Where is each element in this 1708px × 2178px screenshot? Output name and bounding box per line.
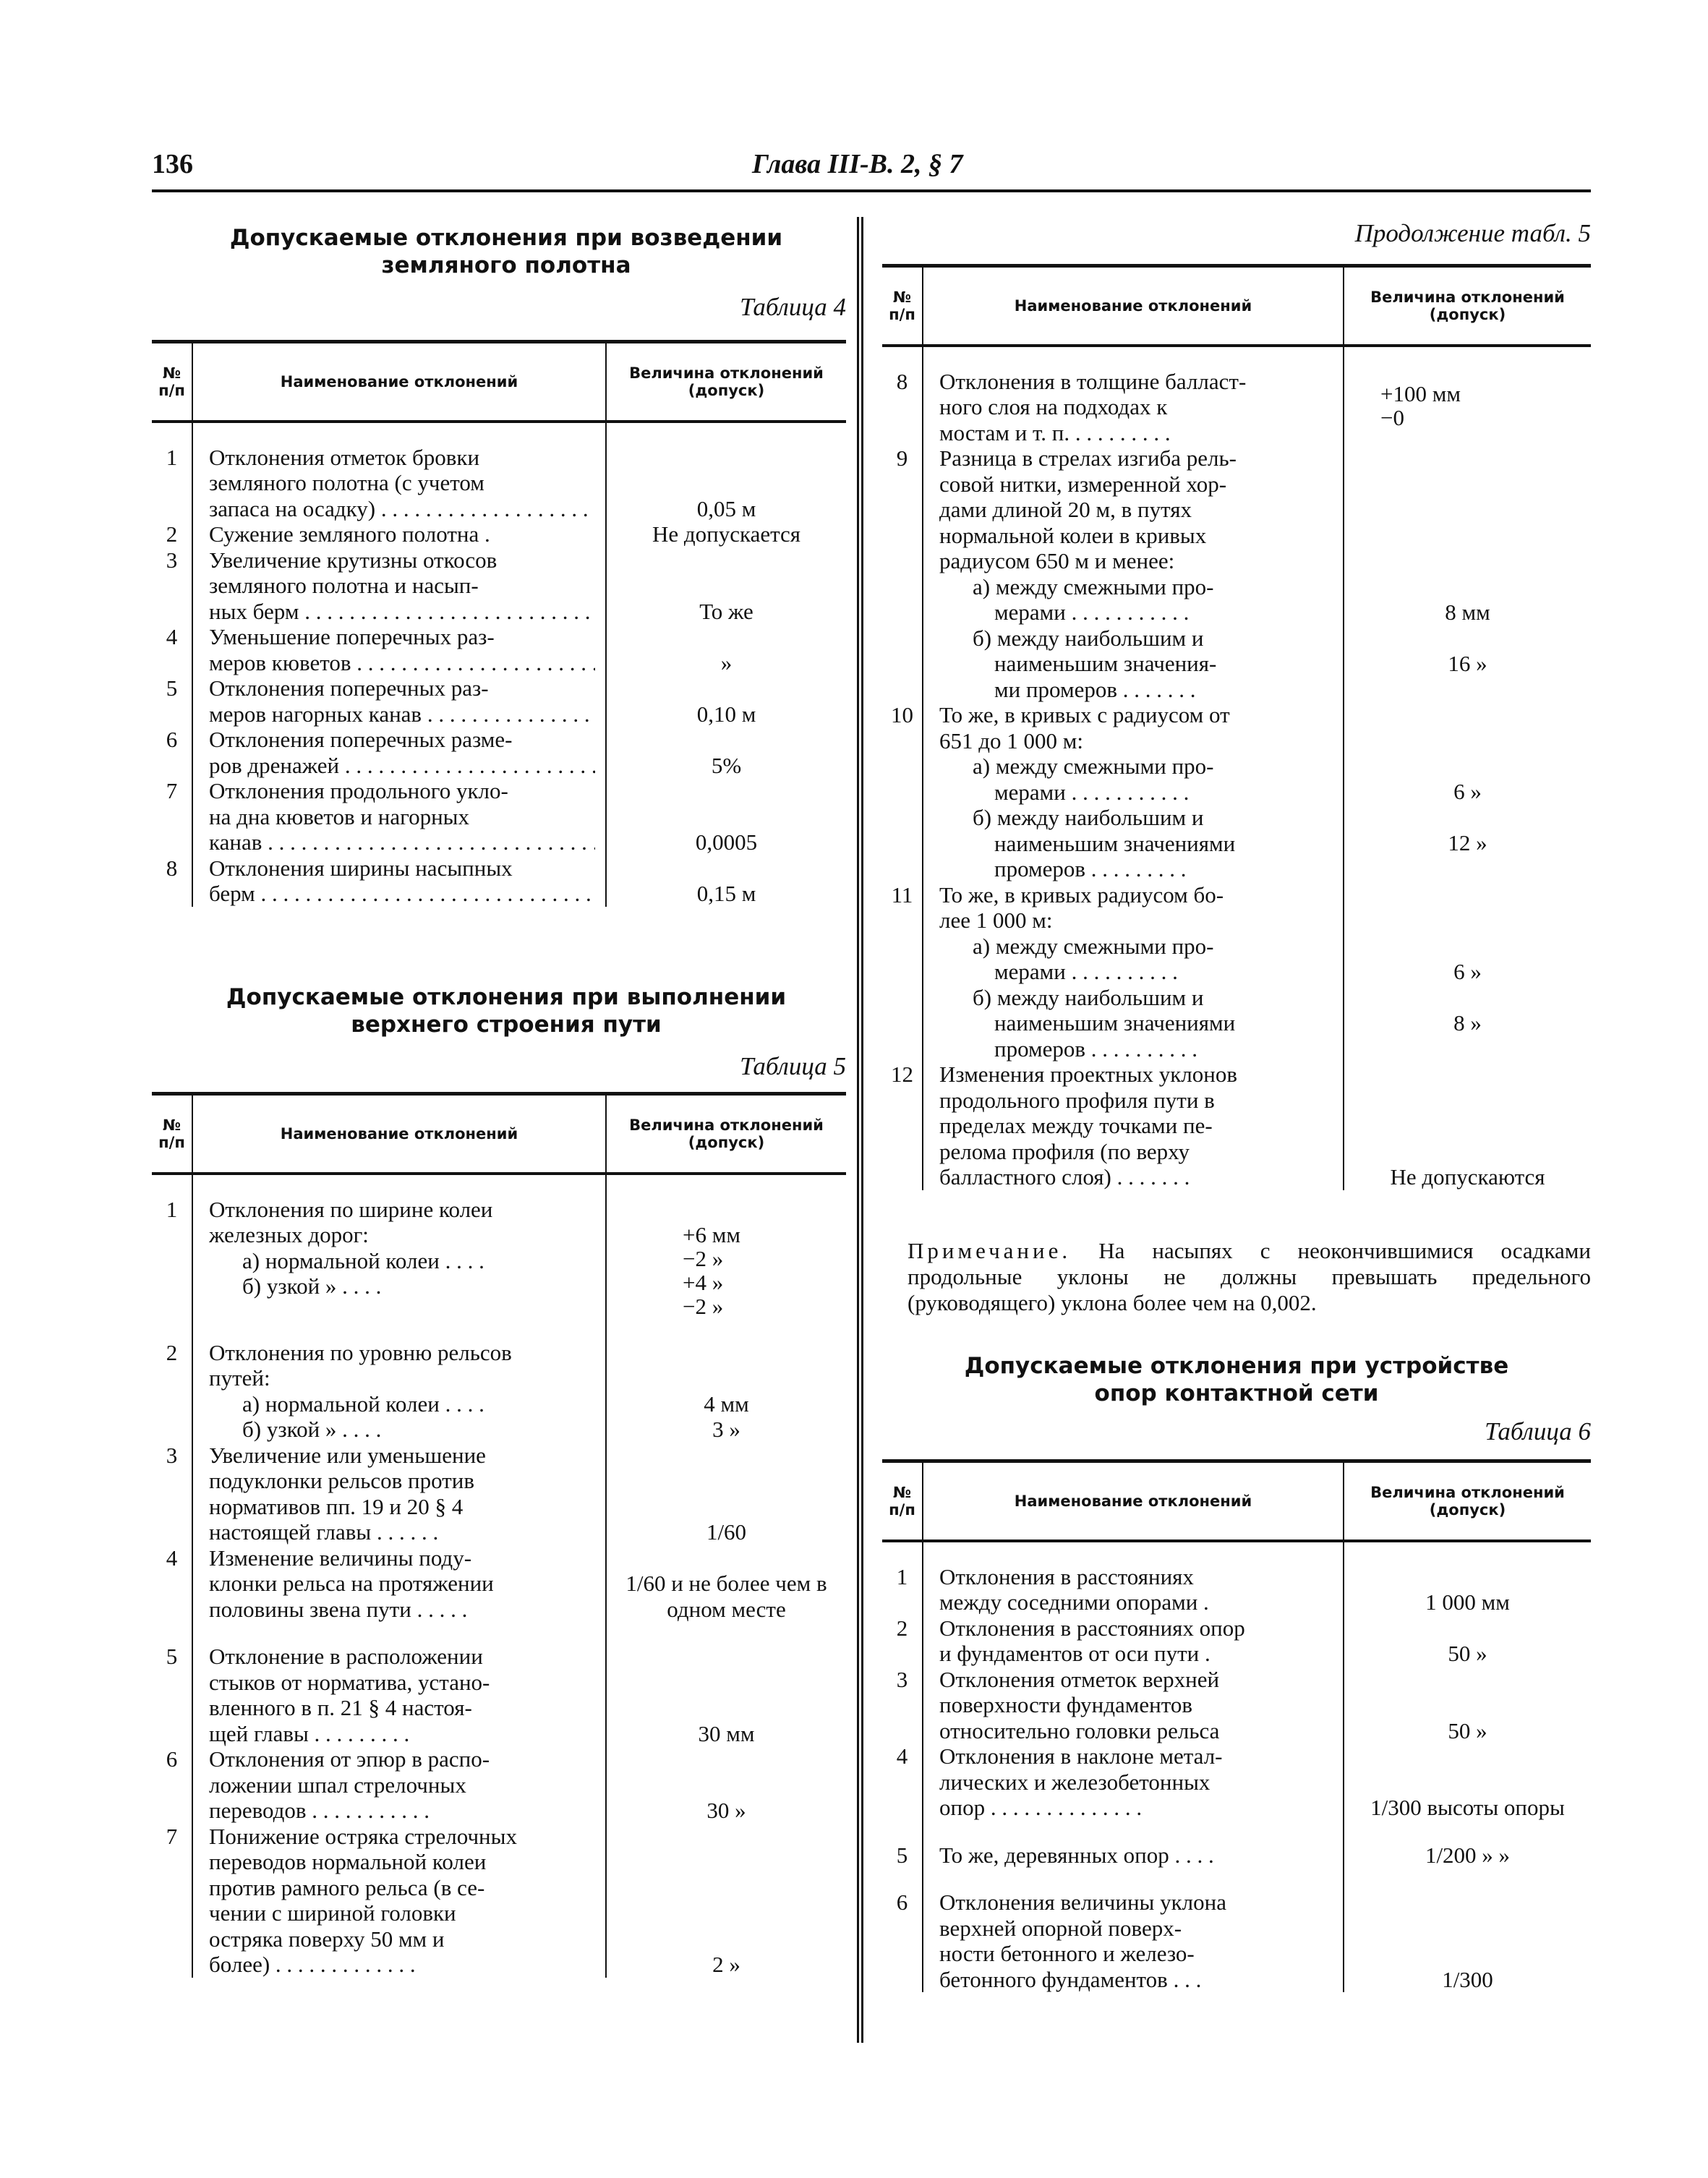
row-name: Отклонения по уровню рельсов путей: а) нормальной колеи . . . . б) узкой » . . . .	[192, 1318, 606, 1443]
table-row	[152, 1318, 846, 1443]
row-name: Изменения проектных уклонов продольного профиля пути в пределах между точками пе- релома профиля (по верху балластного слоя) . . . . . . .	[923, 1062, 1344, 1190]
row-number: 7	[166, 778, 178, 803]
note-text: На насыпях с неокончившимися осадками продольные уклоны не должны превышать предельного (руководящего) уклона более чем на 0,002.	[908, 1238, 1592, 1315]
table6	[882, 1459, 1591, 1992]
row-number: 4	[896, 1743, 908, 1769]
table6-label: Таблица 6	[1485, 1417, 1591, 1445]
table-row	[882, 702, 1591, 882]
row-name: Отклонения по ширине колеи железных дорог: а) нормальной колеи . . . . б) узкой » . . . .	[192, 1174, 606, 1318]
row-value: 5%	[606, 727, 846, 778]
table-row	[152, 624, 846, 675]
table-row	[152, 1746, 846, 1824]
row-name: Отклонения в расстояниях опор и фундаментов от оси пути .	[923, 1615, 1344, 1667]
row-value: 6 » 12 »	[1344, 702, 1591, 882]
table5-note	[908, 1238, 1591, 1316]
row-number: 5	[896, 1842, 908, 1868]
row-value: То же	[606, 547, 846, 625]
table5	[152, 1092, 846, 1978]
row-value: 1 000 мм	[1344, 1541, 1591, 1615]
row-value: 0,10 м	[606, 675, 846, 727]
table-row	[882, 1615, 1591, 1667]
row-value: 50 »	[1344, 1615, 1591, 1667]
row-name: Увеличение или уменьшение подуклонки рельсов против нормативов пп. 19 и 20 § 4 настоящей главы . . . . . .	[192, 1443, 606, 1545]
row-name: Отклонения поперечных раз- меров нагорных канав . . .	[192, 675, 606, 727]
column-header: Величина отклонений (допуск)	[1344, 266, 1591, 346]
row-number: 6	[896, 1889, 908, 1915]
row-name: Разница в стрелах изгиба рель- совой нитки, измеренной хор- дами длиной 20 м, в путях нормальной колеи в кривых радиусом 650 м и менее: а) между смежными про- мерами . . . . . . . . . . . б) между наибольшим и наименьшим значения- ми промеров . . . . . . .	[923, 445, 1344, 702]
column-header: № п/п	[152, 342, 192, 422]
column-header: № п/п	[882, 1461, 923, 1541]
row-number: 7	[166, 1823, 178, 1849]
row-value: 8 мм 16 »	[1344, 445, 1591, 702]
table5-continuation	[882, 264, 1591, 1190]
row-number: 6	[166, 727, 178, 752]
column-header: Наименование отклонений	[192, 342, 606, 422]
row-number: 5	[166, 1644, 178, 1669]
row-name: Отклонения от эпюр в распо- ложении шпал стрелочных переводов . . . . . . . . . . .	[192, 1746, 606, 1824]
table-row	[152, 1545, 846, 1623]
row-number: 12	[891, 1062, 913, 1087]
row-number: 4	[166, 624, 178, 649]
row-value: 30 »	[606, 1746, 846, 1824]
row-value: 0,0005	[606, 778, 846, 855]
row-name: То же, в кривых с радиусом от 651 до 1 000 м: а) между смежными про- мерами . . . . . . . . . . . б) между наибольшим и наименьшим значениями промеров . . . . . . . . .	[923, 702, 1344, 882]
row-number: 3	[166, 1442, 178, 1468]
row-value: +100 мм −0	[1344, 346, 1591, 446]
row-number: 6	[166, 1746, 178, 1772]
row-value: 50 »	[1344, 1667, 1591, 1744]
table-row	[152, 521, 846, 547]
row-name: Отклонения ширины насыпных берм . . .	[192, 855, 606, 907]
row-number: 2	[166, 521, 178, 547]
row-name: То же, в кривых радиусом бо- лее 1 000 м: а) между смежными про- мерами . . . . . . . . . . б) между наибольшим и наименьшим значениями промеров . . . . . . . . . .	[923, 882, 1344, 1062]
table-row	[152, 547, 846, 625]
table-row	[882, 1541, 1591, 1615]
table-row	[152, 1824, 846, 1978]
table5-continuation-label: Продолжение табл. 5	[1354, 219, 1591, 247]
table-row	[152, 855, 846, 907]
row-name: Уменьшение поперечных раз- меров кюветов . . .	[192, 624, 606, 675]
note-label: Примечание.	[908, 1238, 1072, 1263]
row-number: 11	[891, 881, 913, 908]
table4-label: Таблица 4	[740, 293, 846, 321]
row-number: 10	[891, 702, 913, 727]
row-number: 1	[166, 444, 178, 470]
row-value: 4 мм 3 »	[606, 1318, 846, 1443]
row-name: Сужение земляного полотна .	[192, 521, 606, 547]
table-row	[152, 778, 846, 855]
table-row	[152, 1622, 846, 1746]
row-value: Не допускается	[606, 521, 846, 547]
table-row	[882, 1743, 1591, 1821]
table-row	[882, 1821, 1591, 1869]
table-row	[882, 1868, 1591, 1992]
table5-title: Допускаемые отклонения при выполнении верхнего строения пути	[226, 984, 787, 1038]
table-row	[882, 1667, 1591, 1744]
table-row	[152, 1443, 846, 1545]
row-number: 3	[896, 1666, 908, 1692]
table-row	[152, 727, 846, 778]
table4	[152, 340, 846, 907]
row-name: То же, деревянных опор . . . .	[923, 1821, 1344, 1869]
row-value: 1/300 высоты опоры	[1344, 1743, 1591, 1821]
row-name: Увеличение крутизны откосов земляного полотна и насып- ных берм . . .	[192, 547, 606, 625]
row-value: 0,15 м	[606, 855, 846, 907]
row-name: Отклонения в толщине балласт- ного слоя на подходах к мостам и т. п. . . . . . . . . .	[923, 346, 1344, 446]
row-value: 1/300	[1344, 1868, 1591, 1992]
row-value: 1/60 и не более чем в одном месте	[606, 1545, 846, 1623]
row-value: »	[606, 624, 846, 675]
column-header: № п/п	[152, 1094, 192, 1174]
row-value: 1/60	[606, 1443, 846, 1545]
row-value: Не допускаются	[1344, 1062, 1591, 1190]
row-number: 8	[896, 368, 908, 394]
row-number: 9	[896, 445, 908, 471]
row-value: 6 » 8 »	[1344, 882, 1591, 1062]
table-row	[882, 1062, 1591, 1190]
header-rule	[152, 189, 1591, 192]
row-number: 5	[166, 675, 178, 701]
row-number: 2	[166, 1339, 178, 1365]
row-name: Отклонения в наклоне метал- лических и железобетонных опор . . . . . . . . . . . . . .	[923, 1743, 1344, 1821]
column-header: № п/п	[882, 266, 923, 346]
column-header: Наименование отклонений	[923, 1461, 1344, 1541]
column-header: Наименование отклонений	[192, 1094, 606, 1174]
row-number: 4	[166, 1545, 178, 1571]
row-value: 30 мм	[606, 1622, 846, 1746]
row-value: 2 »	[606, 1824, 846, 1978]
row-value: 0,05 м	[606, 422, 846, 522]
table-row	[152, 422, 846, 522]
row-name: Отклонение в расположении стыков от норматива, устано- вленного в п. 21 § 4 настоя- щей главы . . . . . . . . .	[192, 1622, 606, 1746]
row-number: 1	[896, 1563, 908, 1589]
table5-label: Таблица 5	[740, 1052, 846, 1080]
row-name: Понижение остряка стрелочных переводов нормальной колеи против рамного рельса (в се- чении с шириной головки остряка поверху 50 мм и более) . . . . . . . . . . . . .	[192, 1824, 606, 1978]
row-number: 1	[166, 1196, 178, 1222]
column-header: Величина отклонений (допуск)	[606, 342, 846, 422]
row-number: 2	[896, 1615, 908, 1641]
row-number: 3	[166, 547, 178, 573]
column-header: Величина отклонений (допуск)	[1344, 1461, 1591, 1541]
column-header: Величина отклонений (допуск)	[606, 1094, 846, 1174]
row-name: Отклонения поперечных разме- ров дренажей . . .	[192, 727, 606, 778]
column-divider	[857, 217, 863, 2043]
running-header: Глава III-В. 2, § 7	[752, 149, 963, 179]
table4-title: Допускаемые отклонения при возведении земляного полотна	[229, 225, 783, 278]
row-name: Отклонения отметок бровки земляного полотна (с учетом запаса на осадку) . . .	[192, 422, 606, 522]
table-row	[882, 882, 1591, 1062]
table6-title: Допускаемые отклонения при устройстве опор контактной сети	[964, 1353, 1509, 1406]
row-value: +6 мм −2 » +4 » −2 »	[606, 1174, 846, 1318]
page-number: 136	[152, 149, 193, 179]
row-number: 8	[166, 855, 178, 881]
table-row	[152, 675, 846, 727]
row-name: Отклонения продольного укло- на дна кюветов и нагорных канав . . .	[192, 778, 606, 855]
row-name: Изменение величины поду- клонки рельса на протяжении половины звена пути . . . . .	[192, 1545, 606, 1623]
column-header: Наименование отклонений	[923, 266, 1344, 346]
row-name: Отклонения в расстояниях между соседними опорами .	[923, 1541, 1344, 1615]
table-row	[152, 1174, 846, 1318]
row-name: Отклонения отметок верхней поверхности фундаментов относительно головки рельса	[923, 1667, 1344, 1744]
row-name: Отклонения величины уклона верхней опорной поверх- ности бетонного и железо- бетонного фундаментов . . .	[923, 1868, 1344, 1992]
row-value: 1/200 » »	[1344, 1821, 1591, 1869]
table-row	[882, 346, 1591, 446]
table-row	[882, 445, 1591, 702]
